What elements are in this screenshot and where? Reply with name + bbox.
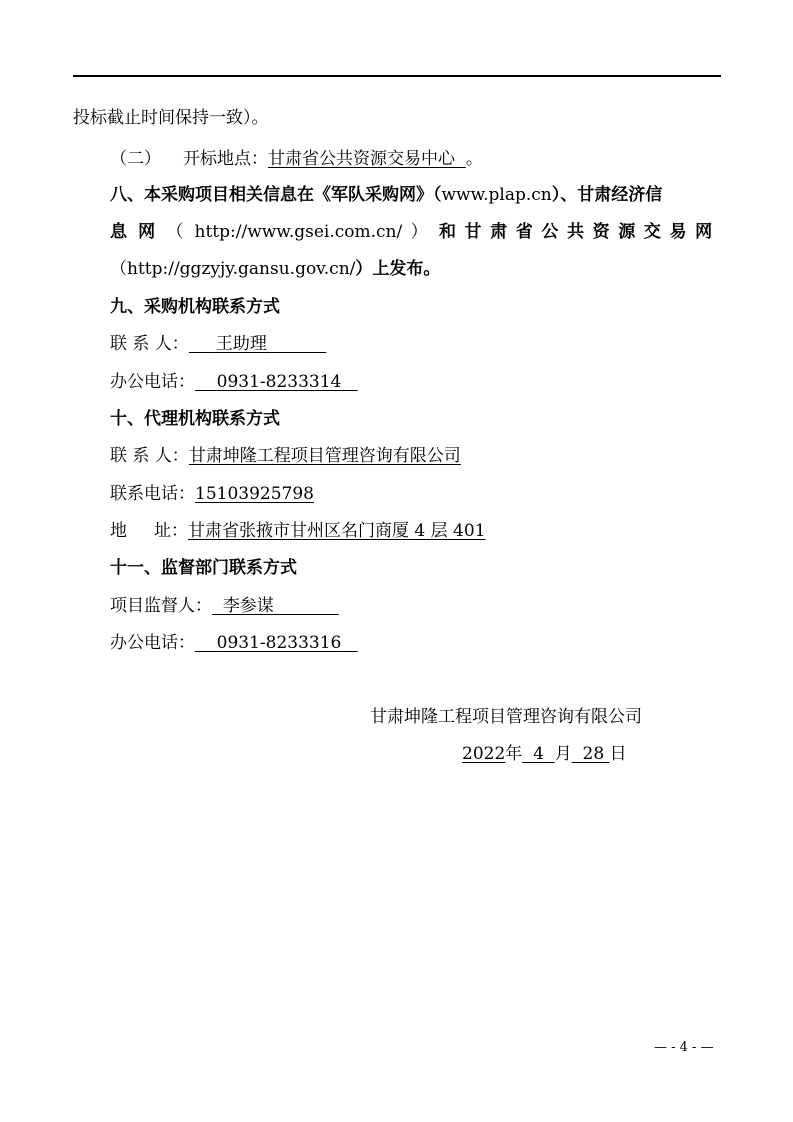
sec10-address-label: 地 址： bbox=[110, 521, 189, 541]
sec8-b4: ） bbox=[410, 222, 431, 242]
sec8-text-a: 八、本采购项目相关信息在《军队采购网》（ bbox=[110, 185, 442, 205]
date-day-unit: 日 bbox=[609, 744, 627, 764]
signature-date bbox=[462, 743, 627, 765]
opening-location-line bbox=[110, 148, 483, 170]
sec8-b2: 网 bbox=[138, 222, 158, 242]
sec8-text-a-end: ）、甘肃经济信 bbox=[551, 185, 663, 205]
sec10-phone-value: 15103925798 bbox=[195, 484, 314, 504]
sec11-title: 十一、监督部门联系方式 bbox=[110, 558, 297, 578]
sec11-phone-value: 0931-8233316 bbox=[216, 633, 342, 653]
sec10-title: 十、代理机构联系方式 bbox=[110, 409, 280, 429]
sec11-phone-label: 办公电话： bbox=[110, 633, 195, 653]
sec9-contact-label: 联 系 人： bbox=[110, 334, 189, 354]
sec10-contact-line bbox=[110, 445, 461, 467]
sec10-address-value: 甘肃省张掖市甘州区名门商厦 4 层 401 bbox=[188, 521, 486, 541]
sec9-contact-line bbox=[110, 333, 326, 355]
sec9-contact-value: 王助理 bbox=[215, 334, 267, 354]
sec9-phone-label: 办公电话： bbox=[110, 372, 195, 392]
sec10-contact-value: 甘肃坤隆工程项目管理咨询有限公司 bbox=[188, 446, 461, 466]
sec8-c-open: （ bbox=[110, 259, 127, 279]
opening-location-label: 开标地点： bbox=[183, 149, 268, 169]
signature-company: 甘肃坤隆工程项目管理咨询有限公司 bbox=[370, 707, 642, 727]
opening-location-value: 甘肃省公共资源交易中心 bbox=[268, 149, 455, 169]
sec9-title: 九、采购机构联系方式 bbox=[110, 297, 280, 317]
sec11-supervisor-label: 项目监督人： bbox=[110, 596, 212, 616]
continuation-line bbox=[73, 107, 269, 129]
continuation-text: 投标截止时间保持一致）。 bbox=[73, 108, 269, 128]
sec10-contact-label: 联 系 人： bbox=[110, 446, 189, 466]
header-rule bbox=[73, 75, 721, 77]
gsei-url: http://www.gsei.com.cn/ bbox=[194, 222, 403, 242]
sec11-phone-line bbox=[110, 632, 358, 654]
date-day: 28 bbox=[582, 744, 605, 764]
sec8-c-end: ）上发布。 bbox=[355, 259, 441, 279]
page-number: — - 4 - — bbox=[654, 1040, 714, 1055]
sec10-phone-line bbox=[110, 483, 314, 505]
date-month: 4 bbox=[533, 744, 544, 764]
sec10-address-line bbox=[110, 520, 486, 542]
sec8-line-a bbox=[110, 184, 718, 206]
sec8-b3: （ bbox=[166, 222, 186, 242]
date-year-unit: 年 bbox=[505, 744, 523, 764]
sec8-b5: 和甘肃省公共资源交易网 bbox=[438, 222, 719, 242]
sec8-line-b bbox=[110, 221, 718, 243]
section-number: （二） bbox=[110, 149, 161, 169]
sec9-phone-value: 0931-8233314 bbox=[216, 372, 342, 392]
sentence-end: 。 bbox=[465, 149, 483, 169]
sec11-supervisor-value: 李参谋 bbox=[222, 596, 274, 616]
sec8-b1: 息 bbox=[110, 222, 130, 242]
date-year: 2022 bbox=[462, 744, 506, 764]
sec11-supervisor-line bbox=[110, 595, 339, 617]
date-month-unit: 月 bbox=[554, 744, 572, 764]
sec9-phone-line bbox=[110, 371, 358, 393]
plap-url: www.plap.cn bbox=[441, 185, 552, 205]
sec8-line-c bbox=[110, 258, 440, 280]
sec10-phone-label: 联系电话： bbox=[110, 484, 195, 504]
ggzyjy-url: http://ggzyjy.gansu.gov.cn/ bbox=[127, 259, 356, 279]
